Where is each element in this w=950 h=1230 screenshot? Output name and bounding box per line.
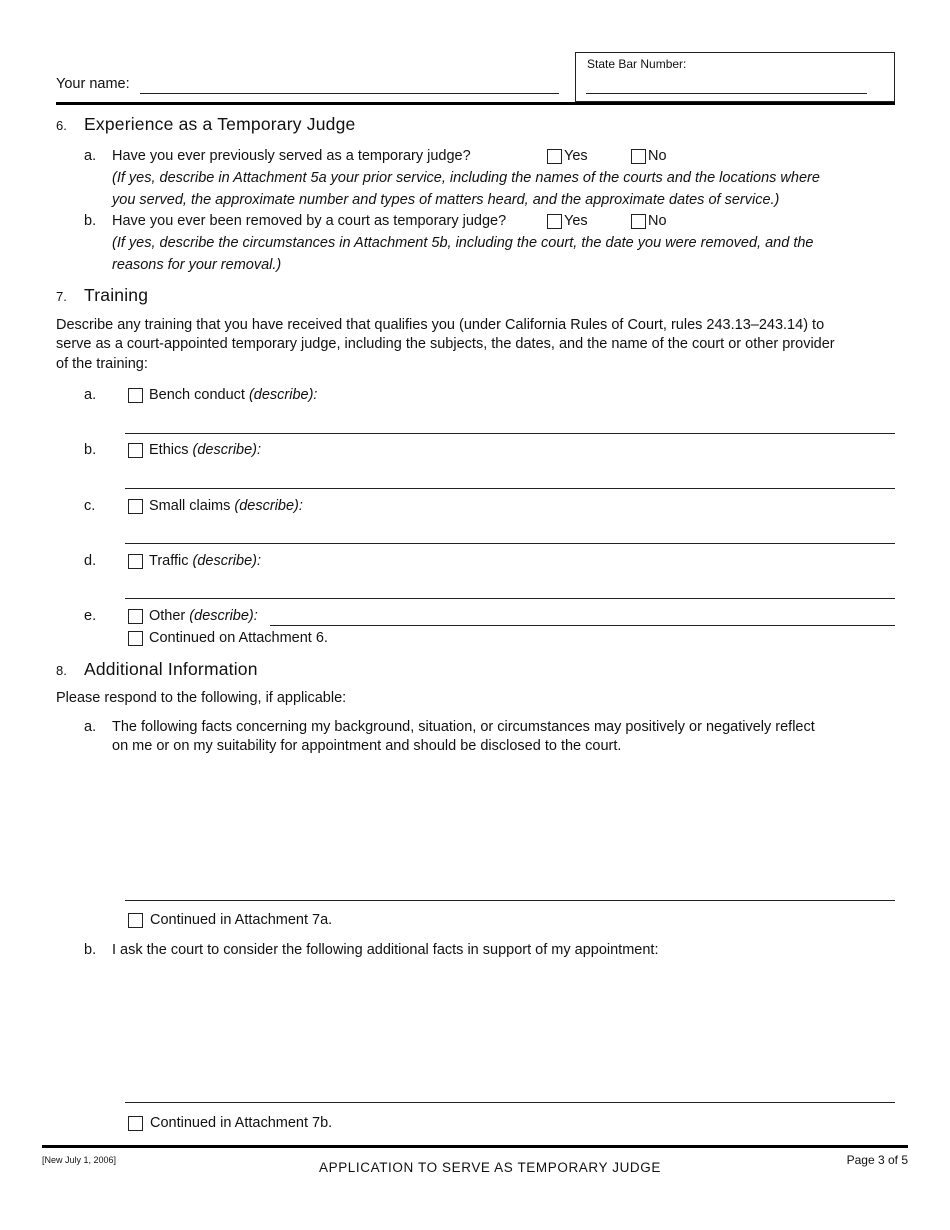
q6b-yes-label: Yes (564, 213, 588, 229)
q8a-text-line2: on me or on my suitability for appointment and should be disclosed to the court. (112, 738, 622, 754)
training-other-label (149, 608, 258, 624)
q8a-answer-field[interactable] (125, 900, 895, 901)
section-7-intro-line3: of the training: (56, 356, 148, 372)
continued-attachment-7b-checkbox[interactable] (128, 1116, 143, 1131)
q8b-letter: b. (84, 942, 97, 958)
training-traffic-label (149, 553, 261, 569)
training-other-text: Other (149, 608, 186, 624)
header-divider (56, 102, 895, 105)
training-b-letter: b. (84, 442, 97, 458)
q8a-text-line1: The following facts concerning my background, situation, or circumstances may positively or negatively reflect (112, 719, 815, 735)
q8b-text: I ask the court to consider the following additional facts in support of my appointment: (112, 942, 659, 958)
continued-attachment-6-label: Continued on Attachment 6. (149, 630, 328, 646)
training-other-hint: (describe): (189, 608, 258, 624)
training-traffic-hint: (describe): (192, 553, 262, 569)
your-name-field[interactable] (140, 93, 559, 94)
training-bench-conduct-checkbox[interactable] (128, 388, 143, 403)
training-other-checkbox[interactable] (128, 609, 143, 624)
section-7-intro-line2: serve as a court-appointed temporary judge, including the subjects, the dates, and the name of the court or other provider (56, 336, 835, 352)
section-7-title: Training (84, 285, 149, 305)
q6a-note-line1: (If yes, describe in Attachment 5a your prior service, including the names of the courts and the locations where (112, 170, 820, 186)
footer-page-number: Page 3 of 5 (846, 1153, 908, 1167)
training-bench-conduct-hint: (describe): (248, 387, 318, 403)
q6a-yes-label: Yes (564, 148, 588, 164)
section-7-intro-line1: Describe any training that you have received that qualifies you (under California Rules of Court, rules 243.13–243.14) to (56, 317, 825, 333)
training-small-claims-field[interactable] (125, 543, 895, 544)
training-ethics-text: Ethics (149, 442, 189, 458)
training-other-field[interactable] (270, 625, 895, 626)
training-small-claims-checkbox[interactable] (128, 499, 143, 514)
training-ethics-checkbox[interactable] (128, 443, 143, 458)
q6b-no-label: No (648, 213, 667, 229)
training-c-letter: c. (84, 498, 96, 514)
training-bench-conduct-label (149, 387, 317, 403)
q6a-note-line2: you served, the approximate number and types of matters heard, and the approximate dates of service.) (112, 192, 780, 208)
training-small-claims-label (149, 498, 303, 514)
continued-attachment-7b-label: Continued in Attachment 7b. (150, 1115, 333, 1131)
q6a-yes-checkbox[interactable] (547, 149, 562, 164)
continued-attachment-6-checkbox[interactable] (128, 631, 143, 646)
footer-form-title: APPLICATION TO SERVE AS TEMPORARY JUDGE (318, 1160, 661, 1175)
footer-divider (42, 1145, 908, 1148)
q6b-note-line2: reasons for your removal.) (112, 257, 282, 273)
training-a-letter: a. (84, 387, 97, 403)
footer-revision: [New July 1, 2006] (42, 1155, 117, 1165)
q6b-question: Have you ever been removed by a court as temporary judge? (112, 213, 507, 229)
training-small-claims-text: Small claims (149, 498, 231, 514)
training-e-letter: e. (84, 608, 97, 624)
training-bench-conduct-text: Bench conduct (149, 387, 245, 403)
section-6-number: 6. (56, 118, 67, 133)
state-bar-label: State Bar Number: (587, 57, 687, 71)
training-d-letter: d. (84, 553, 97, 569)
section-8-intro: Please respond to the following, if applicable: (56, 690, 347, 706)
training-ethics-hint: (describe): (192, 442, 262, 458)
q6a-no-checkbox[interactable] (631, 149, 646, 164)
training-traffic-text: Traffic (149, 553, 189, 569)
q8a-letter: a. (84, 719, 97, 735)
section-8-title: Additional Information (84, 659, 258, 679)
state-bar-field[interactable] (586, 93, 867, 94)
section-6-title: Experience as a Temporary Judge (84, 114, 356, 134)
q6b-yes-checkbox[interactable] (547, 214, 562, 229)
training-ethics-field[interactable] (125, 488, 895, 489)
training-bench-conduct-field[interactable] (125, 433, 895, 434)
q8b-answer-field[interactable] (125, 1102, 895, 1103)
q6a-question: Have you ever previously served as a temporary judge? (112, 148, 471, 164)
training-ethics-label (149, 442, 261, 458)
q6b-letter: b. (84, 213, 97, 229)
training-traffic-checkbox[interactable] (128, 554, 143, 569)
section-7-number: 7. (56, 289, 67, 304)
your-name-label: Your name: (56, 76, 130, 92)
q6b-note-line1: (If yes, describe the circumstances in Attachment 5b, including the court, the date you were removed, and the (112, 235, 814, 251)
q6a-letter: a. (84, 148, 97, 164)
section-8-number: 8. (56, 663, 67, 678)
continued-attachment-7a-checkbox[interactable] (128, 913, 143, 928)
continued-attachment-7a-label: Continued in Attachment 7a. (150, 912, 333, 928)
q6b-no-checkbox[interactable] (631, 214, 646, 229)
q6a-no-label: No (648, 148, 667, 164)
training-traffic-field[interactable] (125, 598, 895, 599)
training-small-claims-hint: (describe): (234, 498, 303, 514)
